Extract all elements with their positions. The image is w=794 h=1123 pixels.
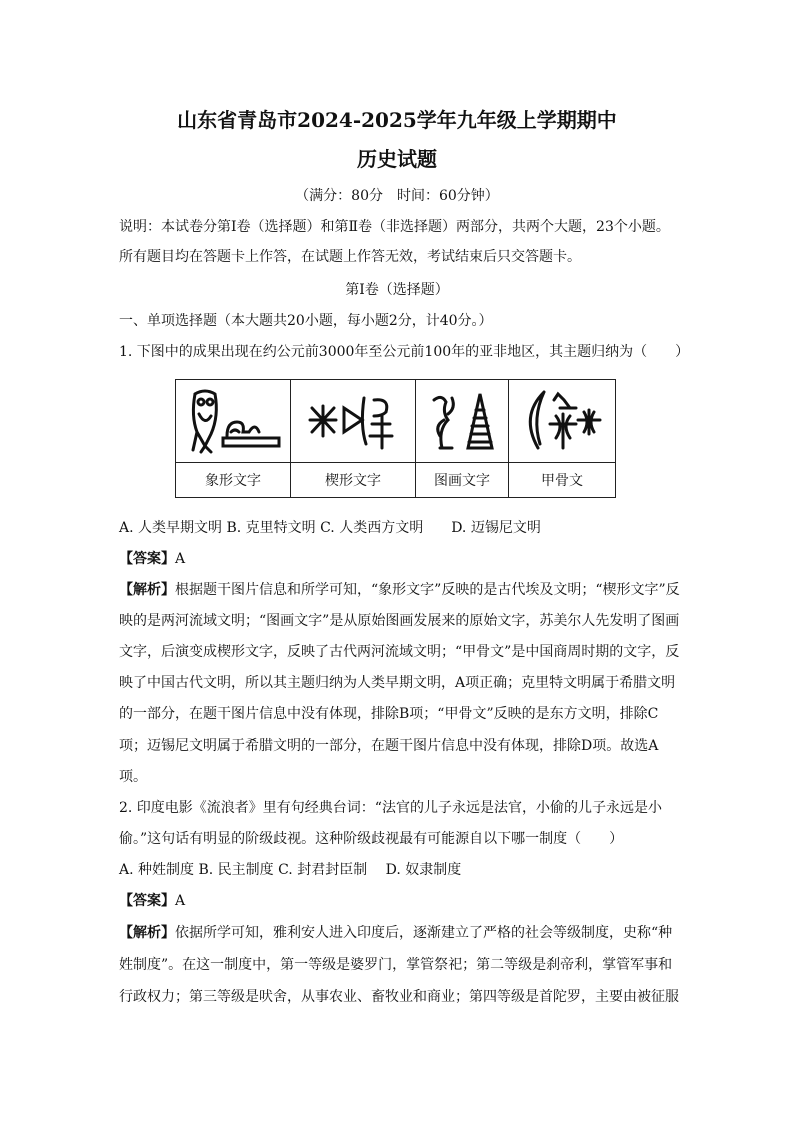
table-label-cuneiform: 楔形文字 — [291, 463, 416, 498]
q2-answer — [119, 891, 185, 911]
q1-analysis-line-6: 项；迈锡尼文明属于希腊文明的一部分，在题干图片信息中没有体现，排除D项。故选A — [119, 738, 659, 754]
q1-analysis-line-4: 映了中国古代文明，所以其主题归纳为人类早期文明，A项正确；克里特文明属于希腊文明 — [119, 675, 676, 691]
q2-stem-line-1: 2. 印度电影《流浪者》里有句经典台词：“法官的儿子永远是法官，小偷的儿子永远是小 — [119, 800, 662, 816]
writing-systems-table — [175, 379, 616, 498]
q1-analysis-line-1: 【解析】根据题干图片信息和所学可知，“象形文字”反映的是古代埃及文明；“楔形文字”反 — [119, 582, 680, 598]
q2-analysis-line-3: 行政权力；第三等级是吠舍，从事农业、畜牧业和商业；第四等级是首陀罗，主要由被征服 — [119, 989, 679, 1005]
owl-hieroglyph-icon — [176, 380, 291, 463]
q2-stem-line-2: 偷。”这句话有明显的阶级歧视。这种阶级歧视最有可能源自以下哪一制度（ ） — [119, 831, 624, 847]
exam-meta: （满分：80分 时间：60分钟） — [295, 188, 499, 204]
exam-subtitle: 历史试题 — [357, 147, 437, 171]
exam-title: 山东省青岛市2024-2025学年九年级上学期期中 — [177, 108, 617, 132]
section-part: 一、单项选择题（本大题共20小题，每小题2分，计40分。） — [119, 313, 493, 329]
table-label-pictograph: 图画文字 — [416, 463, 509, 498]
analysis-tag: 【解析】 — [119, 925, 175, 941]
cuneiform-icon — [291, 380, 416, 463]
analysis-tag: 【解析】 — [119, 582, 175, 598]
q1-analysis-line-2: 映的是两河流域文明；“图画文字”是从原始图画发展来的原始文字，苏美尔人先发明了图画 — [119, 613, 680, 629]
q2-analysis-line-2: 姓制度”。在这一制度中，第一等级是婆罗门，掌管祭祀；第二等级是刹帝利，掌管军事和 — [119, 957, 673, 973]
q2-analysis-line-1: 【解析】依据所学可知，雅利安人进入印度后，逐渐建立了严格的社会等级制度，史称“种 — [119, 925, 673, 941]
table-label-hieroglyph: 象形文字 — [176, 463, 291, 498]
instructions-line-2: 所有题目均在答题卡上作答，在试题上作答无效，考试结束后只交答题卡。 — [119, 249, 581, 265]
answer-value: A — [175, 893, 186, 909]
answer-tag: 【答案】 — [119, 551, 175, 567]
q2-options: A. 种姓制度 B. 民主制度 C. 封君封臣制 D. 奴隶制度 — [119, 862, 462, 878]
section-heading: 第Ⅰ卷（选择题） — [345, 282, 449, 298]
q1-answer — [119, 549, 185, 569]
answer-tag: 【答案】 — [119, 893, 175, 909]
q1-analysis-line-3: 文字，后演变成楔形文字，反映了古代两河流域文明；“甲骨文”是中国商周时期的文字，反 — [119, 644, 680, 660]
pictograph-icon — [416, 380, 509, 463]
oracle-bone-icon — [509, 380, 616, 463]
answer-value: A — [175, 551, 186, 567]
table-label-oracle-bone: 甲骨文 — [509, 463, 616, 498]
q1-analysis-line-7: 项。 — [119, 769, 147, 785]
instructions-line-1: 说明：本试卷分第Ⅰ卷（选择题）和第Ⅱ卷（非选择题）两部分，共两个大题，23个小题。 — [119, 219, 670, 235]
q1-stem: 1. 下图中的成果出现在约公元前3000年至公元前100年的亚非地区，其主题归纳为（ ） — [119, 344, 690, 360]
q1-options: A. 人类早期文明 B. 克里特文明 C. 人类西方文明 D. 迈锡尼文明 — [119, 520, 541, 536]
q1-analysis-line-5: 的一部分，在题干图片信息中没有体现，排除B项；“甲骨文”反映的是东方文明，排除C — [119, 706, 659, 722]
